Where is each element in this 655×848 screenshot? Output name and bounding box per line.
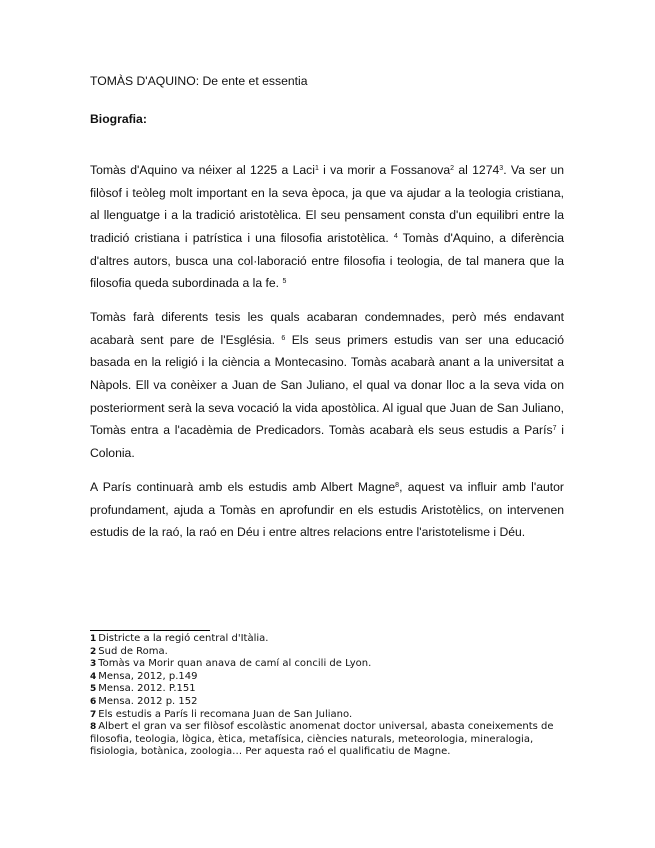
footnote-ref[interactable]: 3 — [499, 165, 504, 173]
footnote-ref[interactable]: 6 — [281, 334, 286, 342]
document-title: TOMÀS D'AQUINO: De ente et essentia — [90, 74, 308, 88]
footnote: 1 Districte a la regió central d'Itàlia. — [90, 633, 269, 644]
footnote-ref[interactable]: 7 — [552, 425, 557, 433]
footnote-ref[interactable]: 8 — [395, 482, 400, 490]
footnote: 2 Sud de Roma. — [90, 645, 168, 657]
footnote: 4 Mensa, 2012, p.149 — [90, 670, 198, 682]
footnote: 6 Mensa. 2012 p. 152 — [90, 695, 198, 707]
footnote-ref[interactable]: 4 — [393, 232, 398, 240]
footnote-ref[interactable]: 2 — [450, 165, 455, 173]
section-heading: Biografia: — [90, 112, 147, 126]
footnote: 5 Mensa. 2012. P.151 — [90, 683, 196, 695]
paragraph-2: Tomàs farà diferents tesis les quals acabaran condemnades, però més endavant acabarà sent pare de l'Església. $^6$ Els seus primers estudis van ser una educació basada en la religió i la ciència a Montecasino. Tomàs acabarà anant a la universitat a Nàpols. Ell va conèixer a Juan de San Juliano, el qual va donar lloc a la seva vida on posteriorment serà la seva vocació la vida apostòlica. Al igual que Juan de San Juliano, Tomàs entra a l'acadèmia de Predicadors. Tomàs acabarà els seus estudis a París$^7$ i Colonia. — [90, 310, 564, 460]
footnote-ref[interactable]: 5 — [282, 278, 287, 286]
footnote-separator — [90, 630, 210, 631]
paragraph-1: Tomàs d'Aquino va néixer al 1225 a Laci$^1$ i va morir a Fossanova$^2$ al 1274$^3$. Va ser un filòsof i teòleg molt important en la seva època, ja que va ajudar a la teologia cristiana, al llenguatge i a la tradició aristotèlica. El seu pensament consta d'un equilibri entre la tradició cristiana i patrística i una filosofia aristotèlica. $^4$ Tomàs d'Aquino, a diferència d'altres autors, busca una col·laboració entre filosofia i teologia, de tal manera que la filosofia queda subordinada a la fe. $^5$ — [90, 163, 565, 291]
footnote: 7 Els estudis a París li recomana Juan de San Juliano. — [90, 708, 353, 720]
footnote: 3 Tomàs va Morir quan anava de camí al concili de Lyon. — [90, 658, 372, 670]
paragraph-3: A París continuarà amb els estudis amb Albert Magne$^8$, aquest va influir amb l'autor profundament, ajuda a Tomàs en aprofundir en els estudis Aristotèlics, on intervenen estudis de la raó, la raó en Déu i entre altres relacions entre l'aristotelisme i Déu. — [90, 480, 564, 540]
footnote: 8 Albert el gran va ser filòsof escolàstic anomenat doctor universal, abasta coneixements de filosofia, teologia, lògica, ètica, metafísica, ciències naturals, meteorologia, mineralogia, fisiologia, botànica, zoologia… Per aquesta raó el qualificatiu de Magne. — [90, 721, 554, 758]
footnotes — [90, 633, 564, 759]
footnote-ref[interactable]: 1 — [314, 165, 319, 173]
